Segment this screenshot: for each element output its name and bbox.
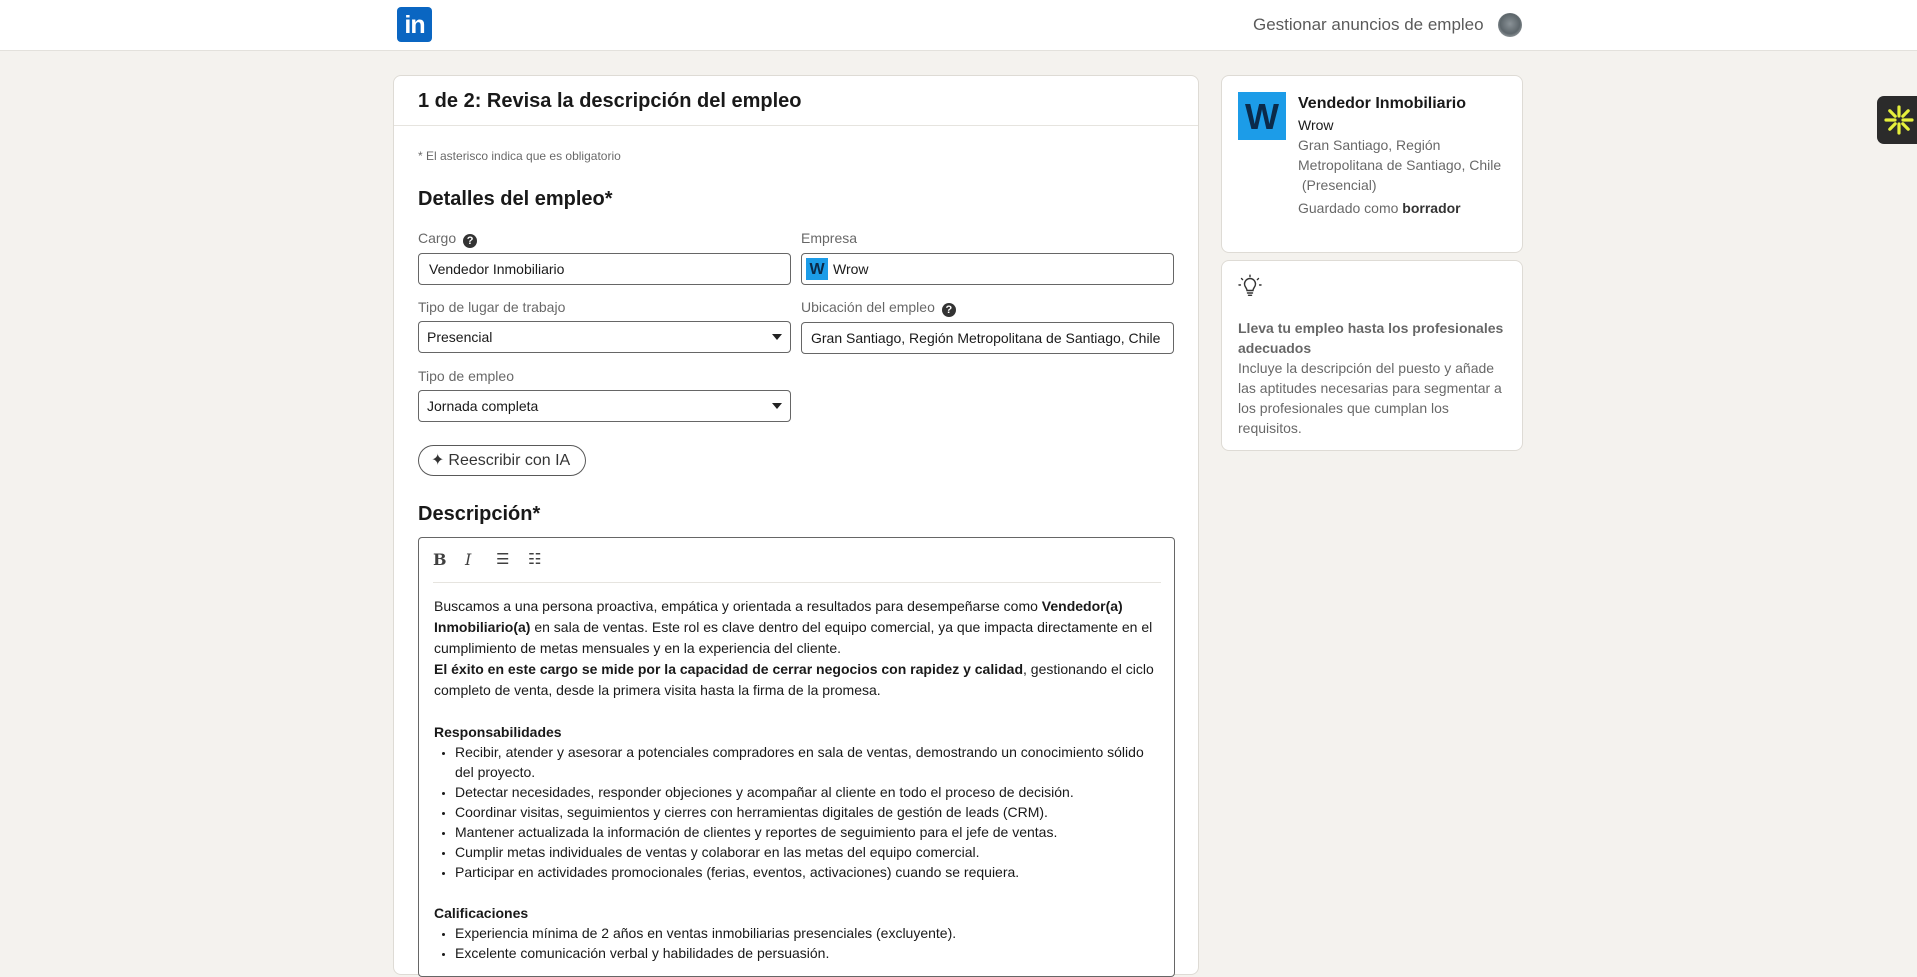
tip-title: Lleva tu empleo hasta los profesionales adecuados <box>1238 320 1504 356</box>
tip-body: Incluye la descripción del puesto y añade las aptitudes necesarias para segmentar a los profesionales que cumplan los requisitos. <box>1238 360 1502 436</box>
workplace-type-label: Tipo de lugar de trabajo <box>418 299 566 315</box>
qualifications-heading <box>434 903 1162 923</box>
help-icon[interactable]: ? <box>942 303 956 317</box>
list-item: • Mantener actualizada la información de clientes y reportes de seguimiento para el jefe de ventas. <box>455 822 1162 842</box>
spacer <box>434 882 1162 903</box>
help-icon[interactable]: ? <box>463 234 477 248</box>
numbered-list-icon[interactable]: ☷ <box>528 551 542 568</box>
success-text: , gestionando el ciclo completo de venta, desde la primera visita hasta la firma de la promesa. <box>434 661 1154 698</box>
company-logo-icon: W <box>806 258 828 280</box>
chevron-down-icon <box>772 403 782 409</box>
description-title: Descripción* <box>418 503 541 525</box>
lightbulb-icon <box>1238 274 1262 298</box>
responsibilities-heading <box>434 722 1162 742</box>
job-preview-card <box>1221 75 1523 253</box>
editor-toolbar <box>433 538 1161 583</box>
job-location-label <box>801 299 956 317</box>
employment-type-select[interactable] <box>418 390 791 422</box>
list-item: • Recibir, atender y asesorar a potenciales compradores en sala de ventas, demostrando un conocimiento sólido del proyecto. <box>455 742 1162 782</box>
required-note: * El asterisco indica que es obligatorio <box>418 149 621 163</box>
chevron-down-icon <box>772 334 782 340</box>
description-editor[interactable] <box>418 537 1175 977</box>
responsibilities-title: Responsabilidades <box>434 724 562 740</box>
preview-details <box>1298 93 1508 218</box>
job-location-label-text: Ubicación del empleo <box>801 299 935 315</box>
workplace-type-select[interactable] <box>418 321 791 353</box>
list-item: • Detectar necesidades, responder objeciones y acompañar al cliente en todo el proceso de decisión. <box>455 782 1162 802</box>
page-title: 1 de 2: Revisa la descripción del empleo <box>418 90 802 112</box>
job-description-card <box>393 75 1199 975</box>
company-logo: W <box>1238 92 1286 140</box>
asterisk-logo-icon <box>1883 104 1915 136</box>
card-header <box>394 76 1198 126</box>
tip-content <box>1238 318 1510 438</box>
employment-type-label: Tipo de empleo <box>418 368 514 384</box>
intro-text-cont: en sala de ventas. Este rol es clave dentro del equipo comercial, ya que impacta directamente en el cumplimiento de metas mensuales y en la experiencia del cliente. <box>434 619 1153 656</box>
linkedin-logo[interactable]: in <box>397 7 432 42</box>
qualifications-title: Calificaciones <box>434 905 529 921</box>
bullet-list-icon[interactable]: ☰ <box>496 551 510 568</box>
intro-text: Buscamos a una persona proactiva, empática y orientada a resultados para desempeñarse como <box>434 598 1042 614</box>
job-location-value: Gran Santiago, Región Metropolitana de Santiago, Chile <box>811 330 1161 346</box>
preview-company: Wrow <box>1298 117 1334 133</box>
qualifications-list <box>434 923 1162 963</box>
intro-bold-role: Vendedor(a) Inmobiliario(a) <box>434 598 1123 635</box>
draft-status-value: borrador <box>1402 200 1461 216</box>
rewrite-with-ai-label: Reescribir con IA <box>448 452 571 469</box>
job-title-input[interactable] <box>418 253 791 285</box>
draft-status-prefix: Guardado como <box>1298 200 1403 216</box>
rewrite-with-ai-button[interactable] <box>418 445 586 476</box>
cargo-label <box>418 230 477 248</box>
list-item: • Cumplir metas individuales de ventas y colaborar en las metas del equipo comercial. <box>455 842 1162 862</box>
job-location-input[interactable] <box>801 322 1174 354</box>
manage-job-posts-link[interactable]: Gestionar anuncios de empleo <box>1253 15 1484 34</box>
spacer <box>434 701 1162 722</box>
responsibilities-list <box>434 742 1162 882</box>
draft-status <box>1298 198 1508 218</box>
preview-workplace: (Presencial) <box>1298 177 1377 193</box>
list-item: • Coordinar visitas, seguimientos y cierres con herramientas digitales de gestión de leads (CRM). <box>455 802 1162 822</box>
sparkle-icon: ✦ <box>431 452 445 469</box>
success-bold-text: El éxito en este cargo se mide por la capacidad de cerrar negocios con rapidez y calidad <box>434 661 1023 677</box>
cargo-label-text: Cargo <box>418 230 457 246</box>
avatar[interactable] <box>1498 13 1522 37</box>
job-details-title: Detalles del empleo* <box>418 188 613 210</box>
list-item: • Experiencia mínima de 2 años en ventas inmobiliarias presenciales (excluyente). <box>455 923 1162 943</box>
list-item: • Excelente comunicación verbal y habilidades de persuasión. <box>455 943 1162 963</box>
employment-type-value: Jornada completa <box>427 398 539 414</box>
bold-icon[interactable]: B <box>433 550 447 569</box>
workplace-type-value: Presencial <box>427 329 493 345</box>
company-label: Empresa <box>801 230 858 246</box>
company-value: Wrow <box>833 261 869 277</box>
intro-paragraph-1 <box>434 596 1162 659</box>
job-title-value: Vendedor Inmobiliario <box>429 261 565 277</box>
italic-icon[interactable]: I <box>465 550 472 569</box>
floating-widget[interactable] <box>1877 96 1917 144</box>
tip-card <box>1221 260 1523 451</box>
editor-content[interactable] <box>434 596 1162 963</box>
list-item: • Participar en actividades promocionales (ferias, eventos, activaciones) cuando se requiera. <box>455 862 1162 882</box>
preview-job-title: Vendedor Inmobiliario <box>1298 95 1467 112</box>
preview-location: Gran Santiago, Región Metropolitana de Santiago, Chile <box>1298 137 1502 173</box>
intro-paragraph-2 <box>434 659 1162 701</box>
top-bar <box>0 0 1917 51</box>
company-input[interactable] <box>801 253 1174 285</box>
